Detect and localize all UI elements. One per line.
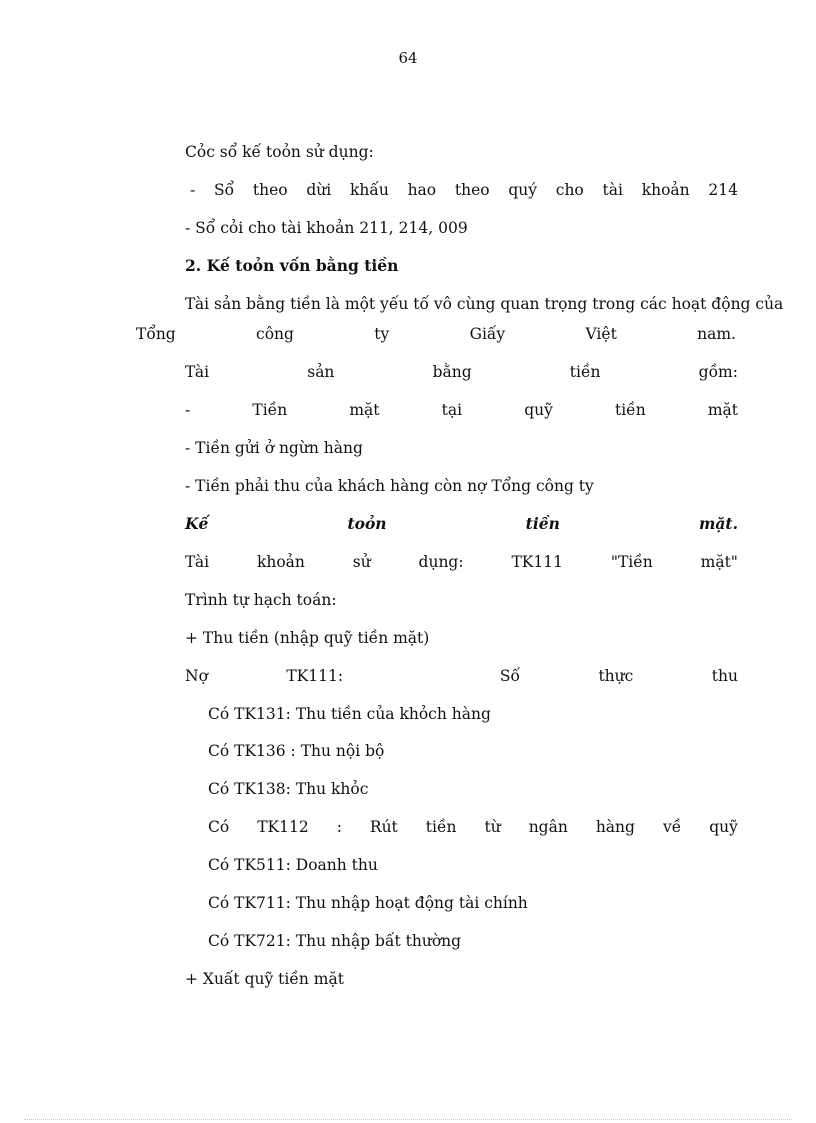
word: sản [307,363,335,381]
word: mặt [349,401,380,419]
word: khoản [256,553,305,571]
word: ty [374,325,390,343]
text-line: Có TK711: Thu nhập hoạt động tài chính [208,894,528,912]
page-bottom-rule [24,1119,792,1120]
text-line: Tài sản bằng tiền là một yếu tố vô cùng quan trọng trong các hoạt động của [185,295,784,313]
word: bằng [432,363,472,381]
word: mặt" [700,553,738,571]
word: về [662,818,682,836]
word: khấu [349,181,389,199]
text-line: 2. Kế toỏn vốn bằng tiền [185,256,399,275]
word: TK112 [257,818,309,836]
word: TK111: [286,667,344,685]
text-line [185,552,738,572]
word: tiền [614,401,646,419]
text-line: - Tiền gửi ở ngừn hàng [185,439,363,457]
text-line [136,324,736,344]
word: từ [484,818,501,836]
word: cho [555,181,584,199]
word: - [185,401,191,419]
word: Tài [185,363,210,381]
word: hao [407,181,437,199]
word: tại [441,401,463,419]
word: quý [508,181,538,199]
text-line: + Xuất quỹ tiền mặt [185,970,344,988]
word: Nợ [185,667,208,685]
text-line: Trình tự hạch toán: [185,591,337,609]
word: tiền [425,818,457,836]
text-line: Có TK131: Thu tiền của khỏch hàng [208,705,491,723]
word: 214 [708,181,738,199]
word: khoản [641,181,690,199]
word: ngân [528,818,568,836]
text-line: Có TK138: Thu khỏc [208,780,369,798]
text-line: Có TK136 : Thu nội bộ [208,742,385,760]
word: - [190,181,196,199]
text-line [185,362,738,382]
text-line [190,180,738,200]
text-line: Có TK511: Doanh thu [208,856,378,874]
text-line: + Thu tiền (nhập quỹ tiền mặt) [185,629,430,647]
word: "Tiền [610,553,653,571]
word: thực [598,667,634,685]
word: tiền [569,363,601,381]
word: dụng: [418,553,464,571]
word: Sổ [214,181,235,199]
word: theo [454,181,490,199]
text-line: Cỏc sổ kế toỏn sử dụng: [185,143,374,161]
word: nam. [697,325,736,343]
page-number: 64 [398,49,418,67]
text-line [185,666,738,686]
word: công [256,325,294,343]
word: thu [711,667,738,685]
text-line [185,514,738,534]
word: sử [352,553,371,571]
word: Tiền [252,401,288,419]
word: Tài [185,553,210,571]
text-line [208,817,738,837]
word: Việt [585,325,617,343]
word: Kế [185,514,209,533]
word: Có [208,818,230,836]
word: dừi [306,181,332,199]
text-line: Có TK721: Thu nhập bất thường [208,932,462,950]
word: theo [252,181,288,199]
word: tài [602,181,623,199]
word: Tổng [136,325,176,343]
word: Rút [369,818,398,836]
word: quỹ [524,401,553,419]
text-line [185,400,738,420]
word: quỹ [709,818,738,836]
word: tiền [525,514,560,533]
text-line: - Sổ cỏi cho tài khoản 211, 214, 009 [185,219,468,237]
word: hàng [595,818,635,836]
word: mặt. [698,514,738,533]
word: toỏn [347,514,387,533]
word: Số [499,667,521,685]
word: TK111 [511,553,563,571]
text-line: - Tiền phải thu của khách hàng còn nợ Tổng công ty [185,477,594,495]
word: Giấy [469,325,506,343]
word: mặt [707,401,738,419]
word: : [336,818,342,836]
word: gồm: [698,363,738,381]
